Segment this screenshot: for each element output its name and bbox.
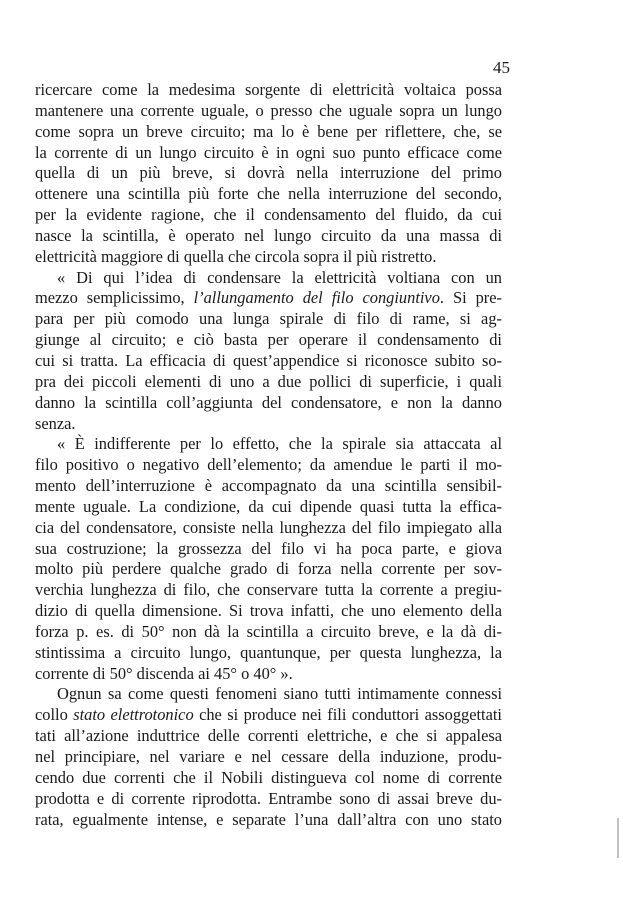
text-segment: mezzo semplicissimo, bbox=[35, 288, 194, 308]
text-line: la corrente di un lungo circuito è in ogni suo punto efficace come bbox=[35, 142, 502, 162]
text-line: prodotta e di corrente riprodotta. Entrambe sono di assai breve du- bbox=[35, 788, 502, 808]
text-line: rata, egualmente intense, e separate l’una dall’altra con uno stato bbox=[35, 809, 502, 829]
text-line: molto più perdere qualche grado di forza nella corrente per sov- bbox=[35, 559, 502, 579]
text-line: ricercare come la medesima sorgente di elettricità voltaica possa bbox=[35, 80, 502, 99]
text-line: pra dei piccoli elementi di uno a due pollici di superficie, i quali bbox=[35, 371, 502, 391]
text-line: sua costruzione; la grossezza del filo vi ha poca parte, e giova bbox=[35, 538, 502, 558]
text-line: mantenere una corrente uguale, o presso che uguale sopra un lungo bbox=[35, 100, 502, 120]
italic-phrase: stato elettrotonico bbox=[73, 705, 194, 725]
text-line: para per più comodo una lunga spirale di filo di rame, si ag- bbox=[35, 309, 502, 329]
text-line: filo positivo o negativo dell’elemento; da amendue le parti il mo- bbox=[35, 455, 502, 475]
text-line: corrente di 50° discenda ai 45° o 40° ». bbox=[35, 663, 293, 683]
text-line: cia del condensatore, consiste nella lunghezza del filo impiegato alla bbox=[35, 517, 502, 537]
text-line: quella di un più breve, si dovrà nella interruzione del primo bbox=[35, 163, 502, 183]
text-line: cendo due correnti che il Nobili distingueva col nome di corrente bbox=[35, 767, 502, 787]
text-line: nasce la scintilla, è operato nel lungo circuito da una massa di bbox=[35, 225, 502, 245]
text-line: ottenere una scintilla più forte che nella interruzione del secondo, bbox=[35, 184, 502, 204]
italic-phrase: l’allungamento del filo congiuntivo bbox=[193, 288, 440, 308]
page-number: 45 bbox=[493, 58, 510, 77]
text-line: come sopra un breve circuito; ma lo è bene per riflettere, che, se bbox=[35, 121, 502, 141]
text-line: giunge al circuito; e ciò basta per operare il condensamento di bbox=[35, 330, 502, 350]
text-line: « Di qui l’idea di condensare la elettricità voltiana con un bbox=[57, 267, 502, 287]
text-line: elettricità maggiore di quella che circola sopra il più ristretto. bbox=[35, 246, 437, 266]
text-line: verchia lunghezza di filo, che conservare tutta la corrente a pregiu- bbox=[35, 580, 502, 600]
body-text bbox=[35, 80, 502, 830]
text-line: senza. bbox=[35, 413, 76, 433]
text-line: mento dell’interruzione è accompagnato da una scintilla sensibil- bbox=[35, 476, 502, 496]
text-line: stintissima a circuito lungo, quantunque, per questa lunghezza, la bbox=[35, 642, 502, 662]
text-segment: . Si pre- bbox=[439, 288, 502, 308]
text-line: per la evidente ragione, che il condensamento del fluido, da cui bbox=[35, 205, 502, 225]
text-line-mixed bbox=[35, 288, 502, 309]
text-line: danno la scintilla coll’aggiunta del condensatore, e non la danno bbox=[35, 392, 502, 412]
text-line: Ognun sa come questi fenomeni siano tutti intimamente connessi bbox=[57, 684, 502, 704]
text-segment: che si produce nei fili conduttori assoggettati bbox=[193, 705, 502, 725]
text-line: « È indifferente per lo effetto, che la spirale sia attaccata al bbox=[57, 434, 502, 454]
text-line: mente uguale. La condizione, da cui dipende quasi tutta la effica- bbox=[35, 496, 502, 516]
text-line: nel principiare, nel variare e nel cessare della induzione, produ- bbox=[35, 747, 502, 766]
text-line: forza p. es. di 50° non dà la scintilla a circuito breve, e la dà di- bbox=[35, 621, 502, 641]
page-edge-mark bbox=[617, 818, 619, 858]
text-line: cui si tratta. La efficacia di quest’appendice si riconosce subito so- bbox=[35, 350, 502, 370]
text-line: tati all’azione induttrice delle correnti elettriche, e che si appalesa bbox=[35, 726, 502, 746]
text-line-mixed bbox=[35, 705, 502, 726]
text-segment: collo bbox=[35, 705, 74, 725]
text-line: dizio di quella dimensione. Si trova infatti, che uno elemento della bbox=[35, 601, 502, 621]
